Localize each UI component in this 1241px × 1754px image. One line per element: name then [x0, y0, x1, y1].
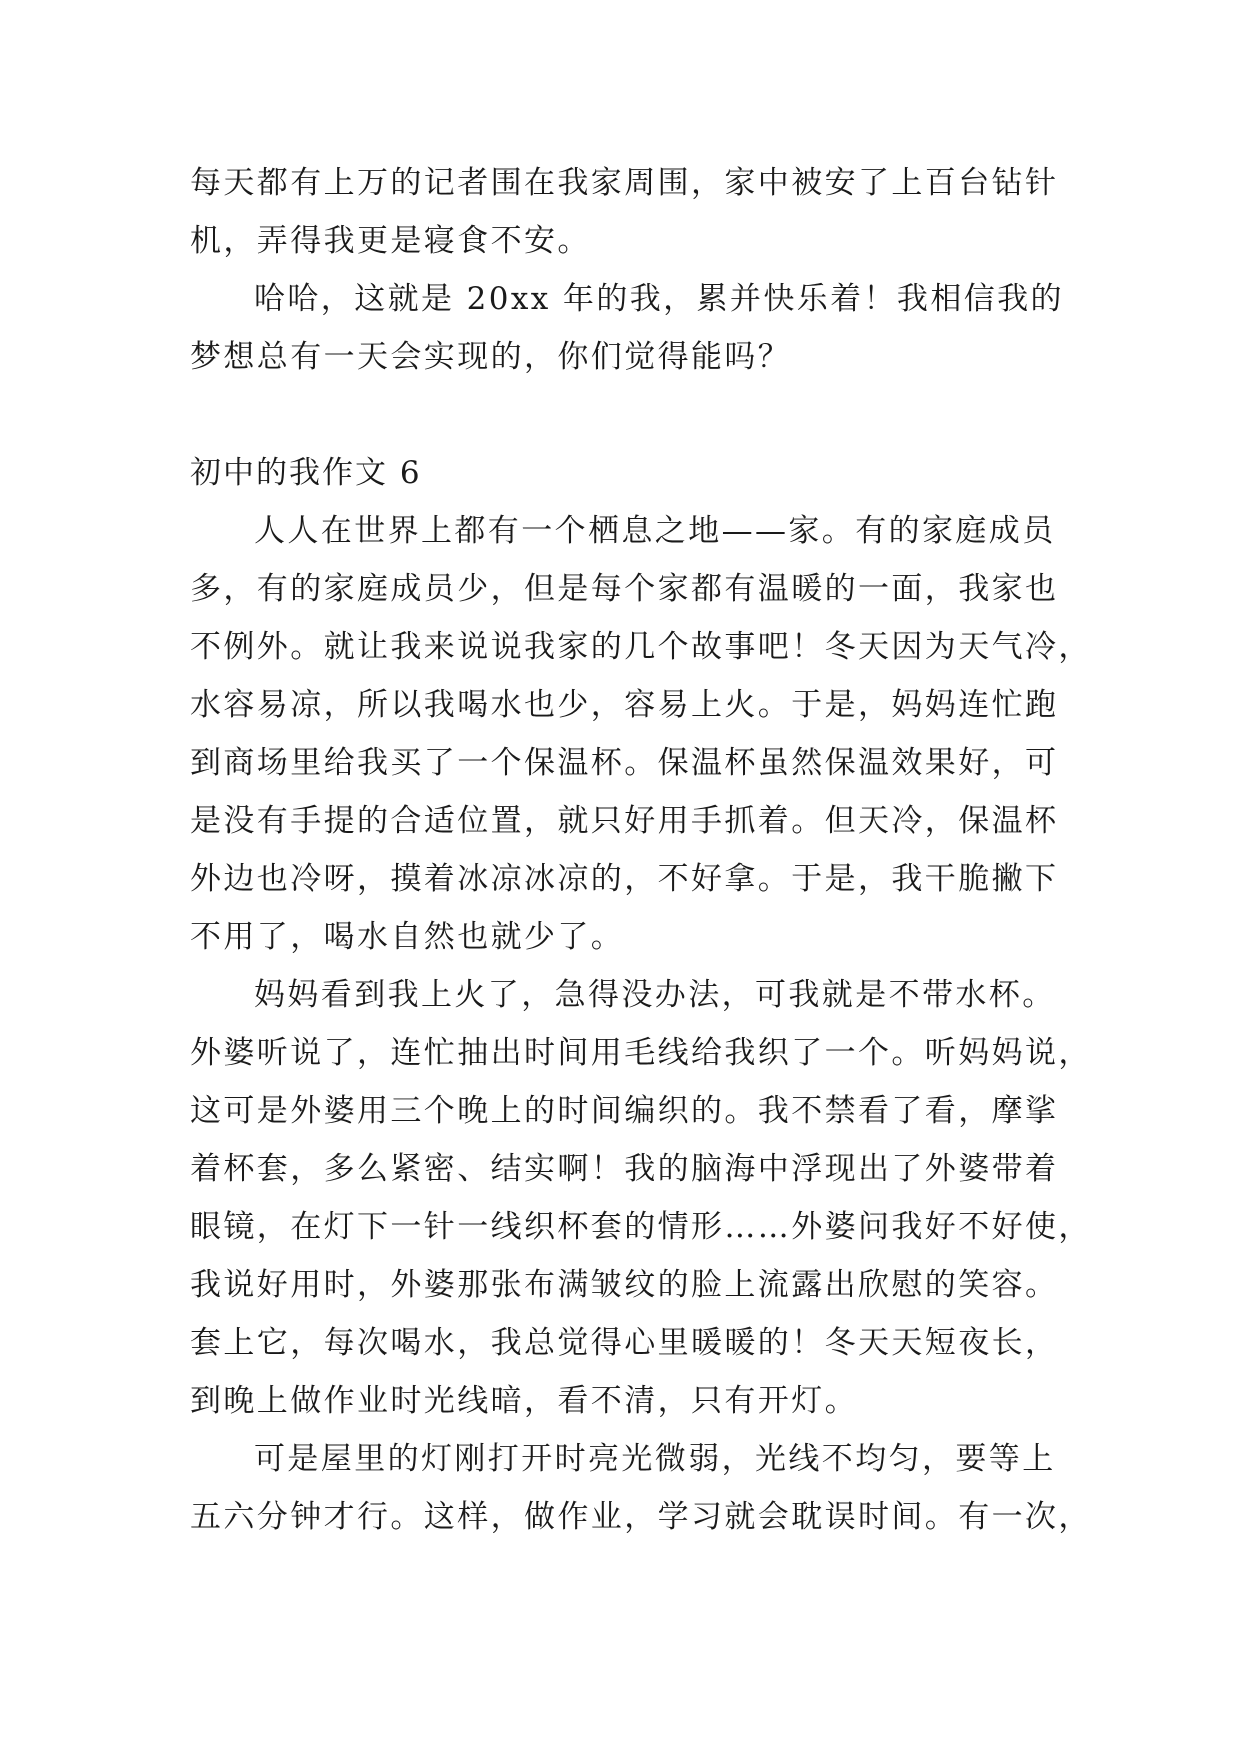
text-line: 哈哈，这就是 20xx 年的我，累并快乐着！我相信我的	[254, 281, 1064, 317]
text-line: 不例外。就让我来说说我家的几个故事吧！冬天因为天气冷，	[190, 629, 1092, 665]
document-body	[190, 154, 1092, 1546]
text-line: 妈妈看到我上火了，急得没办法，可我就是不带水杯。	[254, 977, 1056, 1013]
text-line: 外婆听说了，连忙抽出时间用毛线给我织了一个。听妈妈说，	[190, 1035, 1092, 1071]
text-line: 人人在世界上都有一个栖息之地——家。有的家庭成员	[254, 513, 1056, 549]
text-line: 着杯套，多么紧密、结实啊！我的脑海中浮现出了外婆带着	[190, 1151, 1059, 1187]
text-line: 眼镜，在灯下一针一线织杯套的情形……外婆问我好不好使，	[190, 1209, 1092, 1245]
text-line: 是没有手提的合适位置，就只好用手抓着。但天冷，保温杯	[190, 803, 1059, 839]
text-line: 我说好用时，外婆那张布满皱纹的脸上流露出欣慰的笑容。	[190, 1267, 1059, 1303]
text-line: 水容易凉，所以我喝水也少，容易上火。于是，妈妈连忙跑	[190, 687, 1059, 723]
intro-paragraph-1	[190, 154, 1060, 270]
text-line: 套上它，每次喝水，我总觉得心里暖暖的！冬天天短夜长，	[190, 1325, 1059, 1361]
paragraph-1	[190, 502, 1092, 966]
text-line: 到晚上做作业时光线暗，看不清，只有开灯。	[190, 1383, 858, 1419]
intro-paragraph-2	[190, 270, 1064, 386]
text-line: 五六分钟才行。这样，做作业，学习就会耽误时间。有一次，	[190, 1499, 1092, 1535]
text-line: 不用了，喝水自然也就少了。	[190, 919, 625, 955]
text-line: 这可是外婆用三个晚上的时间编织的。我不禁看了看，摩挲	[190, 1093, 1059, 1129]
text-line: 外边也冷呀，摸着冰凉冰凉的，不好拿。于是，我干脆撇下	[190, 861, 1059, 897]
text-line: 多，有的家庭成员少，但是每个家都有温暖的一面，我家也	[190, 571, 1059, 607]
section-title: 初中的我作文 6	[190, 455, 422, 491]
text-line: 机，弄得我更是寝食不安。	[190, 223, 591, 259]
text-line: 梦想总有一天会实现的，你们觉得能吗？	[190, 339, 792, 375]
paragraph-2	[190, 966, 1092, 1430]
text-line: 每天都有上万的记者围在我家周围，家中被安了上百台钻针	[190, 165, 1059, 201]
text-line: 到商场里给我买了一个保温杯。保温杯虽然保温效果好，可	[190, 745, 1059, 781]
text-line: 可是屋里的灯刚打开时亮光微弱，光线不均匀，要等上	[254, 1441, 1056, 1477]
paragraph-3	[190, 1430, 1092, 1546]
